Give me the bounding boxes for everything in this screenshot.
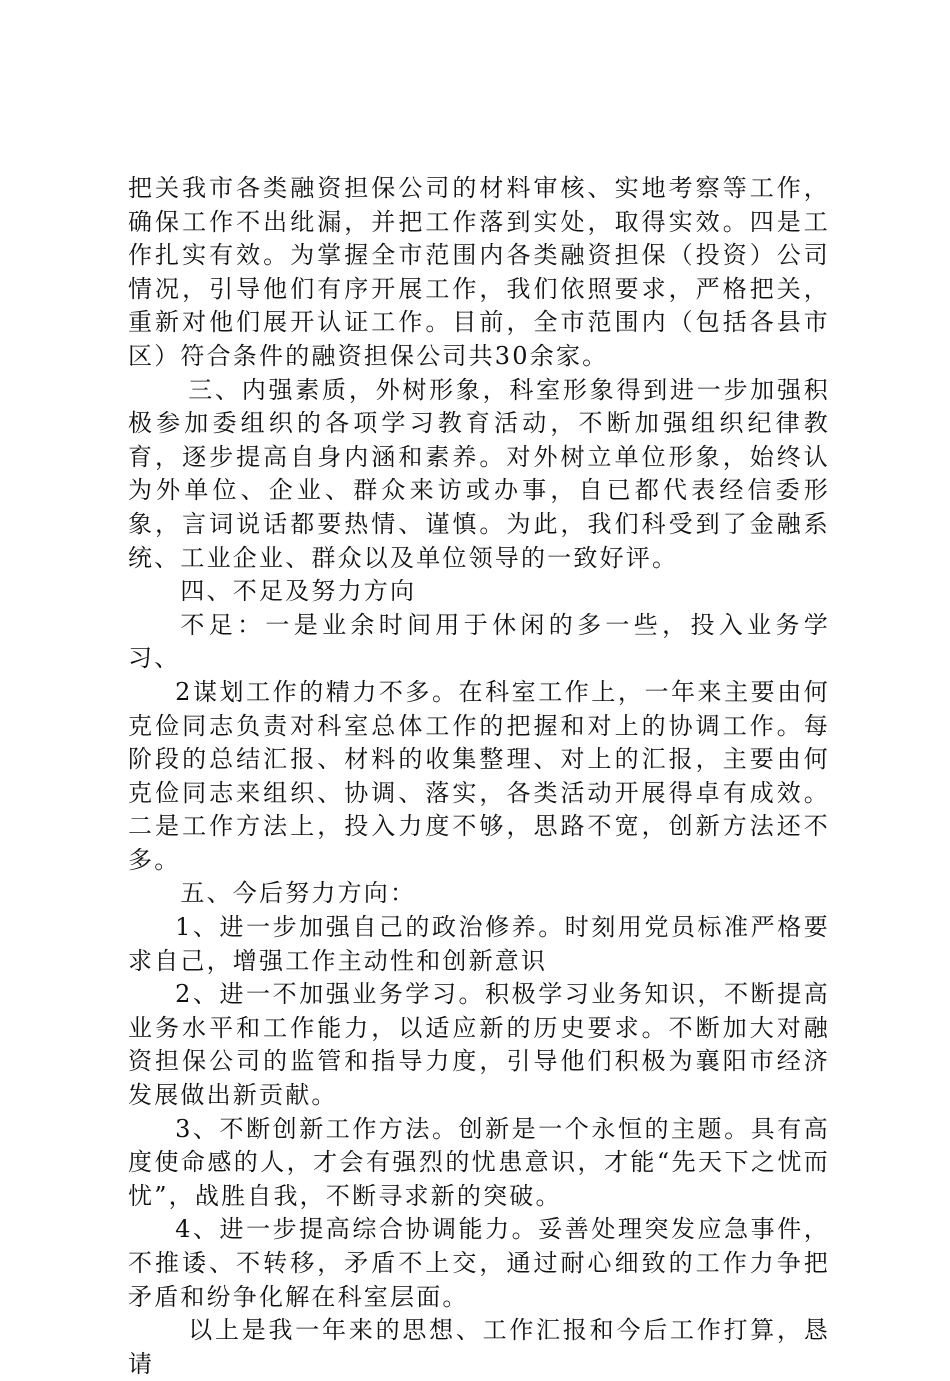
list-item-3: 3、不断创新工作方法。创新是一个永恒的主题。具有高度使命感的人，才会有强烈的忧患意识，才能“先天下之忧而忧”，战胜自我，不断寻求新的突破。 (128, 1114, 830, 1210)
section-heading-5: 五、今后努力方向： (180, 879, 417, 908)
paragraph-3: 2谋划工作的精力不多。在科室工作上，一年来主要由何克俭同志负责对科室总体工作的把握和对上的协调工作。每阶段的总结汇报、材料的收集整理、对上的汇报，主要由何克俭同志来组织、协调、落实，各类活动开展得卓有成效。二是工作方法上，投入力度不够，思路不宽，创新方法还不多。 (128, 677, 830, 874)
paragraph-shortcomings: 不足：一是业余时间用于休闲的多一些，投入业务学习、 (128, 610, 830, 673)
paragraph-2: 三、内强素质，外树形象，科室形象得到进一步加强积极参加委组织的各项学习教育活动，不断加强组织纪律教育，逐步提高自身内涵和素养。对外树立单位形象，始终认为外单位、企业、群众来访或办事，自已都代表经信委形象，言词说话都要热情、谨慎。为此，我们科受到了金融系统、工业企业、群众以及单位领导的一致好评。 (128, 375, 830, 572)
document-body (128, 172, 830, 1381)
list-item-1: 1、进一步加强自己的政治修养。时刻用党员标准严格要求自己，增强工作主动性和创新意识 (128, 913, 830, 975)
paragraph-1: 把关我市各类融资担保公司的材料审核、实地考察等工作，确保工作不出纰漏，并把工作落到实处，取得实效。四是工作扎实有效。为掌握全市范围内各类融资担保（投资）公司情况，引导他们有序开展工作，我们依照要求，严格把关，重新对他们展开认证工作。目前，全市范围内（包括各县市区）符合条件的融资担保公司共30余家。 (128, 174, 830, 370)
list-item-4: 4、进一步提高综合协调能力。妥善处理突发应急事件，不推诿、不转移，矛盾不上交，通过耐心细致的工作力争把矛盾和纷争化解在科室层面。 (128, 1215, 830, 1311)
section-heading-4: 四、不足及努力方向 (180, 577, 417, 606)
list-item-2: 2、进一不加强业务学习。积极学习业务知识，不断提高业务水平和工作能力，以适应新的历史要求。不断加大对融资担保公司的监管和指导力度，引导他们积极为襄阳市经济发展做出新贡献。 (128, 980, 830, 1110)
closing-paragraph: 以上是我一年来的思想、工作汇报和今后工作打算，恳请 (128, 1316, 830, 1378)
